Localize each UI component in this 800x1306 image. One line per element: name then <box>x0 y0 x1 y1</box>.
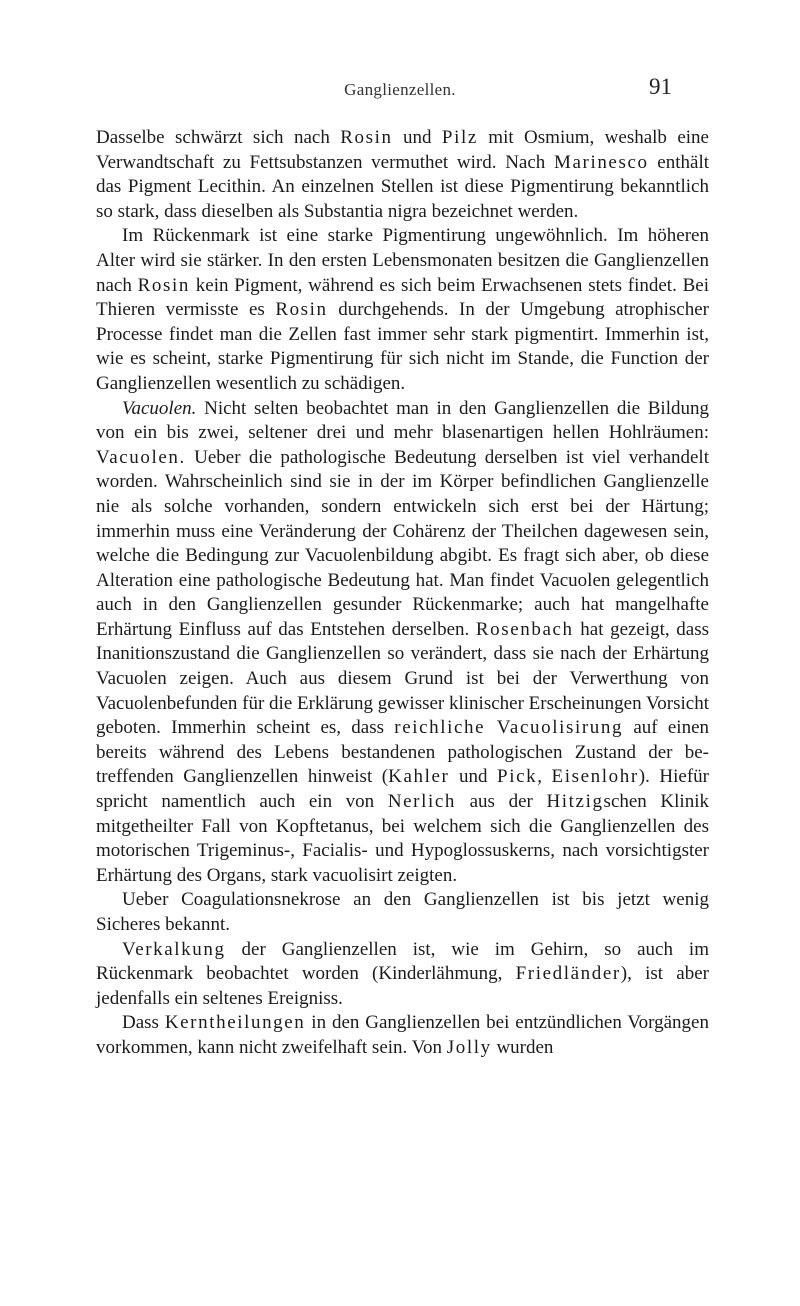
paragraph <box>96 397 709 889</box>
text-run: kein Pigment, während es sich beim Erwachsenen stets findet. Bei Thieren vermisste es <box>96 274 709 321</box>
spaced-name: Rosin <box>275 299 328 321</box>
page-number: 91 <box>649 74 672 99</box>
spaced-name: reichliche Vacuolisirung <box>394 717 624 739</box>
spaced-name: Friedländer <box>515 963 621 985</box>
text-run: Im Rückenmark ist eine starke Pigmentirung ungewöhnlich. Im höheren Alter wird sie stärker. In den ersten Lebensmonaten besitzen die Ganglienzellen nach <box>96 225 709 296</box>
spaced-name: Pilz <box>441 127 478 148</box>
paragraph <box>96 224 709 396</box>
text-run: Ueber die pathologische Bedeutung derselben ist viel verhandelt worden. Wahrscheinlich sind sie in der im Körper befindlichen Ganglienzelle nie als solche vorhanden, sondern entwickeln sich erst bei der Härtung; immerhin muss eine Veränderung der Cohärenz der Theilchen dagewesen sein, welche die Bedingung zur Vacuolenbildung abgibt. Es fragt sich aber, ob diese Alteration eine pathologische Bedeutung hat. Man findet Vacuolen gelegentlich auch in den Ganglienzellen gesunder Rückenmarke; auch hat mangelhafte Erhärtung Einfluss auf das Entstehen derselben. <box>96 446 709 640</box>
italic-heading: Vacuolen. <box>122 397 197 419</box>
spaced-name: Pick <box>497 766 538 788</box>
text-run: auf einen bereits während des Lebens bestandenen pathologischen Zustand der betreffenden Ganglienzellen hinweist ( <box>96 717 710 788</box>
text-run: , <box>537 766 552 788</box>
text-run: wurden <box>491 1036 554 1058</box>
text-run: Nicht selten beobachtet man in den Ganglienzellen die Bildung von ein bis zwei, seltener drei und mehr blasenartigen hellen Hohlräumen: <box>96 397 709 444</box>
text-run: durchgehends. In der Umgebung atrophischer Processe findet man die Zellen fast immer sehr stark pigmentirt. Immerhin ist, wie es scheint, starke Pigmentirung für sich nicht im Stande, die Function der Ganglienzellen wesentlich zu schädigen. <box>96 299 709 394</box>
text-run: mit Osmium, weshalb eine Verwandtschaft zu Fettsubstanzen vermuthet wird. Nach <box>96 127 709 173</box>
running-title: Ganglienzellen. <box>344 80 456 99</box>
text-run: aus der <box>456 791 547 813</box>
spaced-name: Kahler <box>388 766 450 788</box>
spaced-name: Kerntheilungen <box>164 1012 306 1034</box>
text-run: enthält das Pigment Lecithin. An einzelnen Stellen ist diese Pigmentirung bekanntlich so stark, dass dieselben als Substantia nigra bezeichnet werden. <box>96 151 710 222</box>
text-run: der Ganglienzellen ist, wie im Gehirn, so auch im Rückenmark beobachtet worden (Kinderlähmung, <box>96 938 709 985</box>
text-run: ). Hiefür spricht namentlich auch ein von <box>96 766 709 813</box>
paragraph <box>96 126 709 224</box>
text-run: Ueber Coagulationsnekrose an den Ganglienzellen ist bis jetzt wenig Sicheres bekannt. <box>96 889 709 935</box>
spaced-name: Eisenlohr <box>551 766 639 788</box>
text-run: Dasselbe schwärzt sich nach <box>96 127 341 148</box>
text-run: schen Klinik mitgetheilter Fall von Kopftetanus, bei welchem sich die Ganglienzellen des motorischen Trigeminus-, Facialis- und Hypoglossuskerns, nach vorsichtigster Erhärtung des Organs, stark vacuolisirt zeigten. <box>96 791 709 886</box>
spaced-name: Rosin <box>340 127 393 148</box>
spaced-name: Hitzig <box>546 791 604 813</box>
text-run: und <box>392 127 442 148</box>
paragraph <box>96 888 709 937</box>
spaced-name: Vacuolen. <box>96 446 186 468</box>
spaced-name: Verkalkung <box>122 938 226 960</box>
text-run: ), ist aber jedenfalls ein seltenes Ereigniss. <box>96 963 709 1009</box>
paragraph <box>96 1011 709 1060</box>
spaced-name: Rosenbach <box>475 618 574 640</box>
spaced-name: Rosin <box>137 274 191 296</box>
running-header <box>0 74 800 104</box>
paragraph <box>96 938 709 1012</box>
body-text <box>96 126 709 1061</box>
spaced-name: Nerlich <box>387 791 456 813</box>
text-run: und <box>449 766 498 788</box>
spaced-name: Jolly <box>446 1036 492 1058</box>
text-run: in den Ganglienzellen bei entzündlichen Vorgängen vorkommen, kann nicht zweifelhaft sein. Von <box>96 1012 709 1058</box>
spaced-name: Marinesco <box>554 151 649 173</box>
text-run: Dass <box>122 1012 165 1034</box>
text-run: hat gezeigt, dass Inanitionszustand die Ganglienzellen so verändert, dass sie nach der Erhärtung Vacuolen zeigen. Auch aus diesem Grund ist bei der Verwerthung von Vacuolenbefunden für die Erklärung gewisser klinischer Erscheinungen Vorsicht geboten. Immerhin scheint es, dass <box>96 618 709 739</box>
